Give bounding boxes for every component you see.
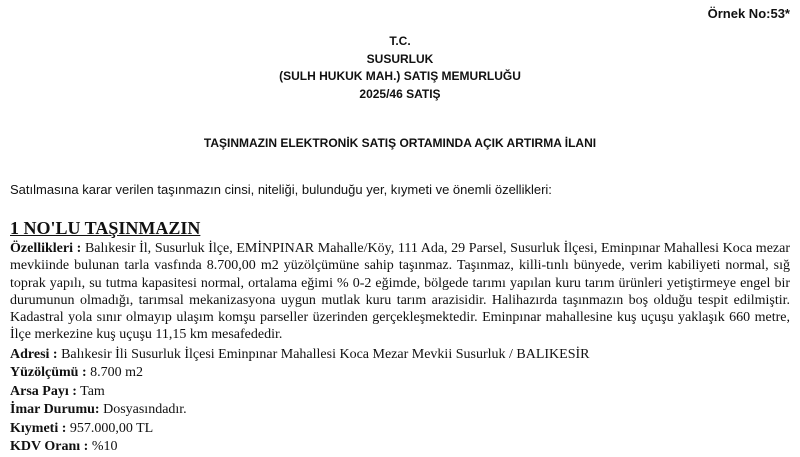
zoning-value: Dosyasındadır. (103, 402, 187, 418)
features-label: Özellikleri : (10, 241, 82, 256)
sample-number: Örnek No:53* (707, 6, 790, 21)
header-line-district: SUSURLUK (366, 51, 434, 66)
features-text: Balıkesir İl, Susurluk İlçe, EMİNPINAR Mahalle/Köy, 111 Ada, 29 Parsel, Susurluk İlçesi, Eminpınar Mahallesi Koca mezar mevkiinde bulunan tarla vasfında 8.700,00 m2 yüzölçümüne sahip taşınmaz. Taşınmaz, killi-tınlı bünyede, verim kabiliyeti normal, sığ toprak yapılı, su tutma kapasitesi normal, ortalama eğimi % 0-2 eğimde, bölgede tarımı yapılan kuru tarım ürünleri yetiştirmeye engel bir durumunun olmadığı, tarımsal mekanizasyona uygun mutlak kuru tarım arazisidir. Halihazırda taşınmazın boş olduğu tespit edilmiştir. Kadastral yola sınır olmayıp ulaşım komşu parseller üzerinden gerçekleşmektedir. Eminpınar mahallesine kuş uçuşu yaklaşık 660 metre, İlçe merkezine kuş uçuşu 11,15 km mesafededir. (10, 241, 790, 343)
property-zoning (10, 401, 790, 420)
property-address (10, 346, 790, 365)
property-section (10, 216, 790, 457)
header-line-tc: T.C. (389, 34, 411, 48)
value-label: Kıymeti : (10, 420, 67, 436)
vat-label: KDV Oranı : (10, 439, 89, 455)
header-line-case-number: 2025/46 SATIŞ (359, 86, 441, 101)
vat-value: %10 (91, 439, 118, 455)
property-features (10, 240, 790, 344)
property-value (10, 420, 790, 439)
property-vat (10, 438, 790, 457)
property-area (10, 364, 790, 383)
header-line-office: (SULH HUKUK MAH.) SATIŞ MEMURLUĞU (279, 69, 521, 83)
announcement-title: TAŞINMAZIN ELEKTRONİK SATIŞ ORTAMINDA AÇIK ARTIRMA İLANI (203, 136, 597, 150)
area-value: 8.700 m2 (90, 365, 144, 381)
share-label: Arsa Payı : (10, 383, 77, 399)
intro-text: Satılmasına karar verilen taşınmazın cinsi, niteliği, bulunduğu yer, kıymeti ve önemli özellikleri: (10, 182, 552, 197)
area-label: Yüzölçümü : (10, 365, 87, 381)
property-share (10, 383, 790, 402)
address-label: Adresi : (10, 346, 58, 362)
document-header (0, 33, 800, 103)
property-title: 1 NO'LU TAŞINMAZIN (10, 218, 201, 238)
value-amount: 957.000,00 TL (69, 420, 154, 436)
zoning-label: İmar Durumu: (10, 402, 100, 418)
share-value: Tam (80, 383, 105, 399)
address-value: Balıkesir İli Susurluk İlçesi Eminpınar Mahallesi Koca Mezar Mevkii Susurluk / BALIKESİR (61, 346, 590, 362)
